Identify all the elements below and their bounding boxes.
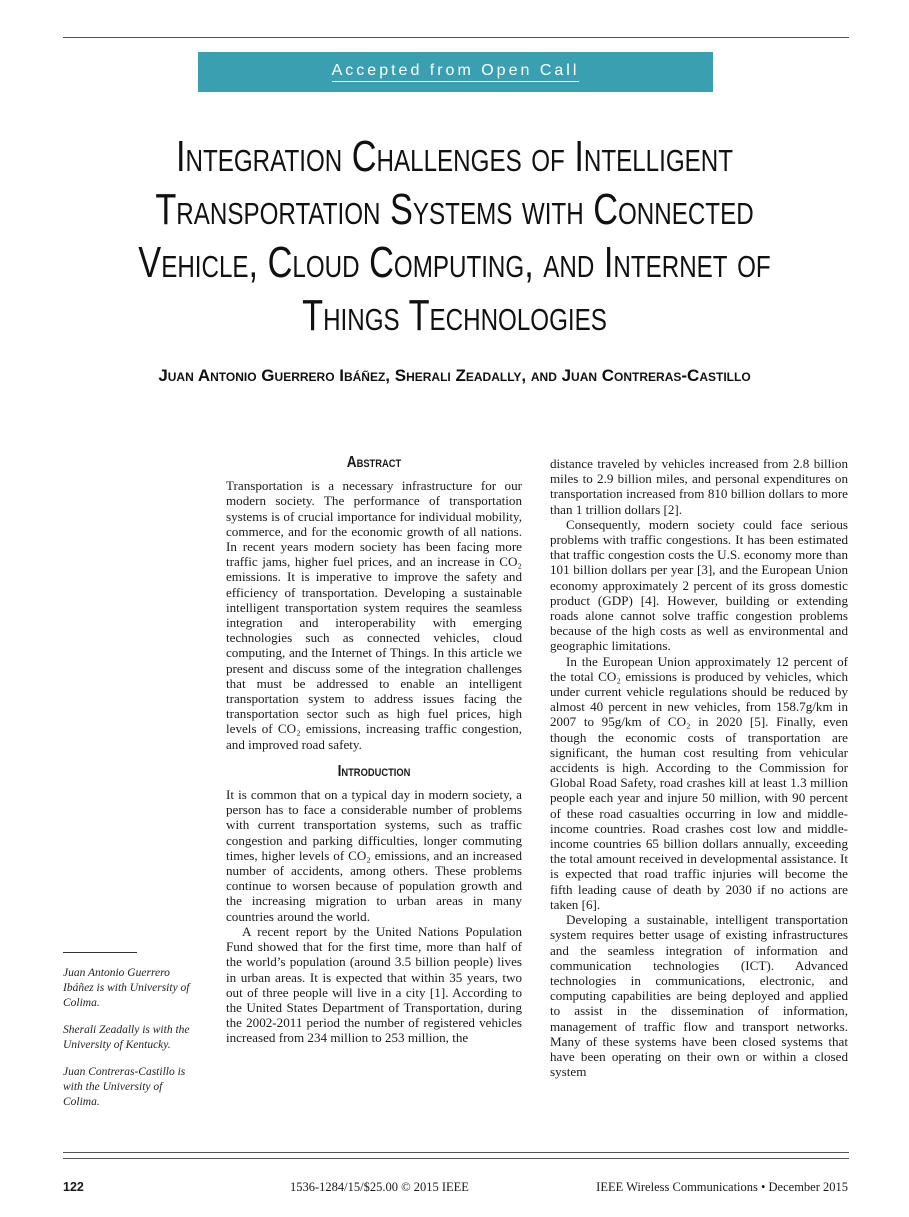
page-number: 122: [63, 1180, 84, 1194]
journal-info: IEEE Wireless Communications • December 2015: [596, 1180, 848, 1194]
banner-label: Accepted from Open Call: [332, 62, 580, 82]
intro-paragraph-2: A recent report by the United Nations Population Fund showed that for the first time, more than half of the world’s population (around 3.5 billion people) lives in urban areas. It is expected that within 35 years, two out of three people will live in a city [1]. According to the United States Department of Transportation, during the 2002-2011 period the number of registered vehicles increased from 234 million to 253 million, the: [226, 923, 522, 1046]
author-list: Juan Antonio Guerrero Ibáñez, Sherali Zeadally, and Juan Contreras-Castillo: [158, 366, 751, 385]
right-paragraph-4: Developing a sustainable, intelligent transportation system requires better usage of existing infrastructures and the seamless integration of information and communication technologies (ICT). Advanced technologies in communications, electronic, and computing capabilities are being deployed and applied to assist in the dissemination of information, management of traffic flow and transport networks. Many of these systems have been closed systems that have been operating on their own or within a closed system: [550, 912, 848, 1080]
abstract-heading: Abstract: [346, 454, 402, 471]
right-paragraph-2: Consequently, modern society could face serious problems with traffic congestions. It has been estimated that traffic congestion costs the U.S. economy more than 101 billion dollars per year [3], and the European Union economy approximately 2 percent of its gross domestic product (GDP) [4]. However, building or extending roads alone cannot solve traffic congestion problems because of the high costs as well as environmental and geographic limitations.: [550, 516, 848, 654]
footer-rule-2: [63, 1158, 849, 1159]
right-paragraph-1: distance traveled by vehicles increased from 2.8 billion miles to 2.9 billion miles, and personal expenditures on transportation increased from 810 billion dollars to more than 1 trillion dollars [2].: [550, 456, 848, 517]
footer-rule-1: [63, 1152, 849, 1153]
sidenote-rule: [63, 952, 137, 953]
middle-column: [226, 455, 522, 1046]
abstract-text: Transportation is a necessary infrastructure for our modern society. The performance of transportation systems is of crucial importance for individual mobility, commerce, and for the economic growth of all nations. In recent years modern society has been facing more traffic jams, higher fuel prices, and an increase in CO₂ emissions. It is imperative to improve the safety and efficiency of transportation. Developing a sustainable intelligent transportation system requires the seamless integration and interoperability with emerging technologies such as connected vehicles, cloud computing, and the Internet of Things. In this article we present and discuss some of the integration challenges that must be addressed to enable an intelligent transportation system to address issues facing the transportation sector such as high fuel prices, high levels of CO₂ emissions, increasing traffic congestion, and improved road safety.: [226, 478, 522, 752]
top-rule: [63, 37, 849, 38]
section-banner: [198, 52, 713, 92]
introduction-heading: Introduction: [337, 762, 411, 780]
article-title: Integration Challenges of Intelligent Transportation Systems with Connected Vehicle, Cloud Computing, and Internet of Things Technologies: [138, 132, 771, 340]
intro-paragraph-1: It is common that on a typical day in modern society, a person has to face a considerable number of problems with current transportation systems, such as traffic congestion and parking difficulties, longer commuting times, higher levels of CO₂ emissions, and an increased number of accidents, among others. These problems continue to worsen because of population growth and the increasing migration to urban areas in many countries around the world.: [226, 787, 522, 924]
copyright-line: 1536-1284/15/$25.00 © 2015 IEEE: [290, 1180, 469, 1194]
affiliation-1: Juan Antonio Guerrero Ibáñez is with University of Colima.: [63, 967, 190, 1009]
affiliation-2: Sherali Zeadally is with the University of Kentucky.: [63, 1024, 190, 1051]
right-paragraph-3: In the European Union approximately 12 percent of the total CO₂ emissions is produced by vehicles, which under current vehicle regulations should be reduced by almost 40 percent in new vehicles, from 158.7g/km in 2007 to 95g/km of CO₂ in 2020 [5]. Finally, even though the economic costs of transportation are significant, the human cost resulting from vehicular accidents is high. According to the Commission for Global Road Safety, road crashes kill at least 1.3 million people each year and injure 50 million, with 90 percent of these road casualties occurring in low and middle-income countries. Road crashes cost low and middle-income countries 65 billion dollars annually, exceeding the total amount received in developmental assistance. It is expected that road traffic injuries will become the fifth leading cause of death by 2030 if no actions are taken [6].: [550, 653, 848, 912]
affiliation-3: Juan Contreras-Castillo is with the University of Colima.: [63, 1066, 186, 1108]
right-column: [550, 456, 848, 1079]
author-affiliations: [63, 966, 199, 1122]
